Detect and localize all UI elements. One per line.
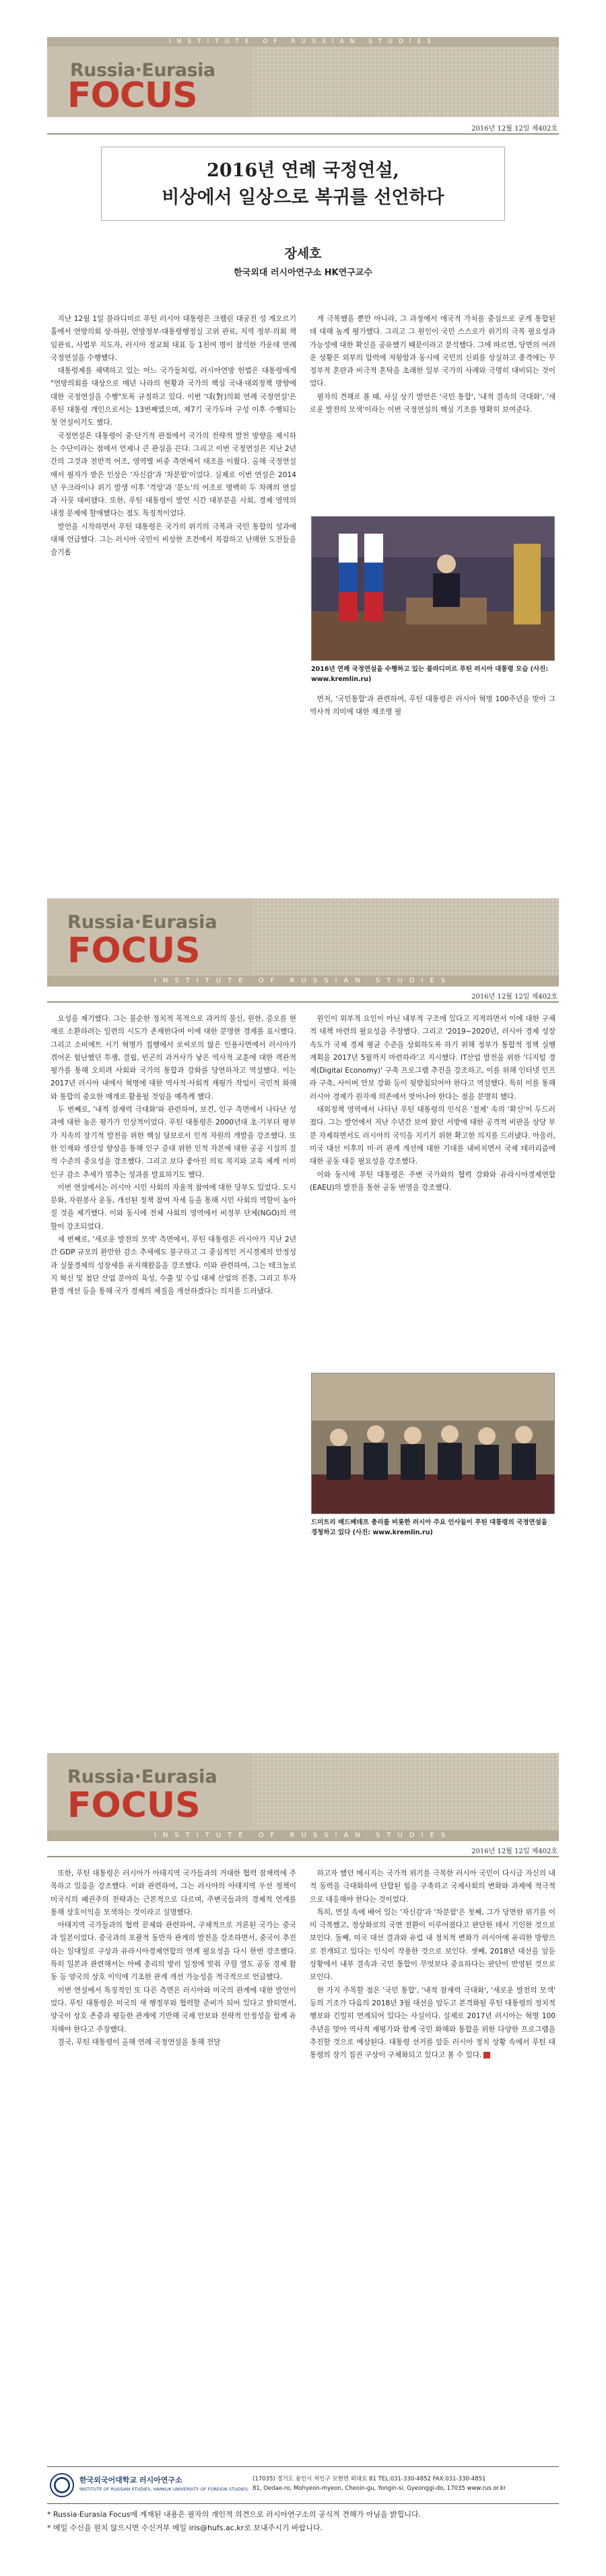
author-name: 장세호 [284,246,322,261]
masthead-title: FOCUS [67,1785,201,1826]
masthead-band [47,37,559,46]
paragraph: 결국, 푸틴 대통령이 올해 연례 국정연설을 통해 전달 [57,2038,221,2046]
paragraph: 이와 동시에 푸틴 대통령은 주변 국가와의 협력 강화와 유라시아경제연합(EAEU)의 발전을 통한 공동 번영을 강조했다. [310,1170,556,1192]
masthead-subtitle: Russia·Eurasia [70,60,215,81]
masthead-band [47,1830,559,1841]
page-2 [0,858,606,1716]
paragraph: 세 번째로, '새로운 발전의 모색' 측면에서, 푸틴 대통령은 러시아가 지난 2년간 GDP 규모의 완만한 감소 추세에도 불구하고 그 중심적인 거시경제의 안정성과 실물경제의 성장세를 유지해왔음을 강조했다. 이와 관련하여, 그는 테크놀로지 혁신 및 첨단 산업 분야의 육성, 수출 및 수입 대체 산업의 진흥, 그리고 투자 환경 개선 등을 통해 국가 경제의 체질을 개선하겠다는 의지를 드러냈다. [50,1236,296,1296]
paragraph: 이번 연설에서 특징적인 또 다른 측면은 러시아와 미국의 관계에 대한 발언이었다. 푸틴 대통령은 미국의 새 행정부와 협력할 준비가 되어 있다고 밝히면서, 양국이 상호 존중과 평등한 관계에 기반해 국제 안보와 전략적 안정성을 함께 유지해야 한다고 주장했다. [50,1986,296,2034]
footer-address-line2: 81, Oedae-ro, Mohyeon-myeon, Cheoin-gu, Yongin-si, Gyeonggi-do, 17035 www.rus.or.kr [252,2485,506,2492]
footer-address [252,2474,559,2493]
masthead-title: FOCUS [67,75,197,116]
paragraph [310,1984,556,2063]
footer-institute-name: 한국외국어대학교 러시아연구소 [79,2476,182,2484]
putin-speech-illustration [312,517,555,661]
institute-logo-icon [50,2473,74,2497]
paragraph: 대외정책 영역에서 나타난 푸틴 대통령의 인식은 '절제' 속의 '확신'이 두드러졌다. 그는 발언에서 지난 수년간 보여 왔던 서방에 대한 공격적 비판을 상당 부분 자제하면서도 러시아의 국익을 지키기 위한 확고한 의지를 드러냈다. 아울러, 미국 대선 이후의 미·러 관계 개선에 대한 기대를 내비치면서 국제 테러리즘에 대한 공동 대응 필요성을 강조했다. [310,1106,556,1166]
world-map-pattern [252,898,559,976]
page-3 [0,1716,606,2576]
page1-col-right-top [310,313,556,508]
paragraph: 요성을 제기했다. 그는 불순한 정치적 목적으로 과거의 불신, 원한, 증오를 현재로 소환하려는 일련의 시도가 존재한다며 이에 대한 분명한 경계를 표시했다. 그리고 소비에트 시기 혁명가 집행에서 로씨로의 많은 인용사면에서 러시아가 겪어온 험난했던 투쟁, 결핍, 빈곤의 과거사가 낳은 역사적 교훈에 대한 객관적 평가를 통해 오히려 사회와 국가의 통합과 강화를 당연하자고 역설했다. 이는 2017년 러시아 내에서 혁명에 대한 역사적·사회적 재평가 작업이 국민적 화해와 통합의 중요한 매개로 활용될 것임을 예측케 했다. [50,1015,296,1101]
paragraph: 하고자 했던 메시지는 국가적 위기를 극복한 러시아 국민이 다시금 자신의 내적 동력을 극대화하여 단합된 힘을 구축하고 국제사회의 변화와 과제에 적극적으로 대응해야 한다는 것이었다. [310,1869,556,1904]
end-mark-icon [483,2052,490,2059]
paragraph: 특히, 연설 속에 배어 있는 '자신감'과 '차분함'은 첫째, 그가 당면한 위기를 이미 극복했고, 정상화로의 국면 전환이 이루어졌다고 판단한 데서 기인한 것으로 보인다. 둘째, 미국 대선 결과와 유럽 내 정치적 변화가 러시아에 유리한 방향으로 전개되고 있다는 인식이 작용한 것으로 보인다. 셋째, 2018년 대선을 앞둔 상황에서 내부 결속과 국민 통합이 무엇보다 중요하다는 판단이 반영된 것으로 보인다. [310,1908,556,1982]
footer-institute-name-en: INSTITUTE OF RUSSIAN STUDIES, HANKUK UNIVERSITY OF FOREIGN STUDIES [79,2486,248,2492]
header-rule [47,133,559,135]
page-1 [0,0,606,858]
footer-disclaimer: * Russia·Eurasia Focus에 게재된 내용은 필자의 개인적 의견으로 러시아연구소의 공식적 견해가 아님을 밝힙니다. [47,2510,422,2519]
header-rule [47,1856,559,1857]
world-map-pattern [252,1753,559,1830]
band-text: INSTITUTE OF RUSSIAN STUDIES [154,1832,452,1839]
masthead [47,1753,559,1830]
page2-col-right-top [310,1013,556,1363]
author-affiliation: 한국외대 러시아연구소 HK연구교수 [234,268,372,278]
masthead-title: FOCUS [67,931,201,971]
page1-col-left [50,313,296,797]
photo-audience [311,1373,555,1514]
page1-col-right-bottom [310,693,556,801]
masthead-subtitle: Russia·Eurasia [67,1766,217,1787]
photo-caption: 2016년 연례 국정연설을 수행하고 있는 블라디미르 푸틴 러시아 대통령 모습 (사진: www.kremlin.ru) [311,666,549,683]
page3-col-right [310,1867,556,2379]
dateline: 2016년 12월 12일 제402호 [471,1848,558,1855]
footer-unsubscribe: * 메일 수신을 원치 않으시면 수신거부 메일 iris@hufs.ac.kr로 보내주시기 바랍니다. [47,2524,323,2532]
page2-col-left [50,1013,296,1612]
footer-address-line1: (17035) 경기도 용인시 처인구 모현면 외대로 81 TEL:031-330-4852 FAX:031-330-4851 [252,2476,486,2482]
dateline: 2016년 12월 12일 제402호 [471,125,558,133]
masthead-band [47,976,559,987]
paragraph: 국정연설은 대통령이 중·단기적 관점에서 국가의 전략적 발전 방향을 제시하는 수단이라는 점에서 언제나 큰 관심을 끈다. 그리고 이번 국정연설은 지난 2년간의 그것과 전반적 어조, 영역별 비중 측면에서 대조를 이뤘다. 올해 국정연설에서 필자가 받은 인상은 '자신감'과 '차분함'이었다. 실제로 이번 연설은 2014년 우크라이나 위기 발생 이후 '격앙'과 '분노'의 어조로 명백히 두 차례의 연설과 사뭇 대비됐다. 또한, 푸틴 대통령이 발언 시간 대부분을 사회, 경제 영역의 내정 문제에 할애했다는 점도 특징적이었다. [50,431,296,518]
paragraph: 두 번째로, '내적 잠재력 극대화'와 관련하여, 보건, 인구 측면에서 나타난 성과에 대한 높은 평가가 인상적이었다. 푸틴 대통령은 2000년대 초·기부터 평부가 지속의 장기적 발전을 위한 핵심 담보로서 인적 자원의 개발을 강조했다. 또한 인재와 생산성 향상을 통해 인구 증대 위한 인적 자본에 대한 공공 시설의 질적 수준의 중요성을 강조했다. 그리고 보다 좋아진 의료 복지와 교육 체계 이미 인구 감소 추세가 멈추는 성과를 발표하기도 했다. [50,1106,296,1179]
dateline: 2016년 12월 12일 제402호 [471,993,558,1001]
photo-putin-speech [311,516,555,661]
masthead [47,46,559,117]
article-title-line1: 2016년 연례 국정연설, [207,160,399,181]
paragraph: 게 극복했을 뿐만 아니라, 그 과정에서 애국적 가치를 중심으로 굳게 통합된 데 대해 높게 평가했다. 그리고 그 원인이 국민 스스로가 위기의 극복 필요성과 가능성에 대한 확신을 공유했기 때문이라고 분석했다. 그에 따르면, 당면의 어려운 상황은 외부의 압력에 저항함과 동시에 국민의 신뢰를 상실하고 충격에는 무정부적 혼란과 비극적 혼탁을 초래한 일부 국가의 사례와 극명히 대비되는 것이었다. [310,315,556,388]
paragraph: 이번 연설에서는 러시아 시민 사회의 자율적 참여에 대한 당부도 있었다. 도시 문화, 자원봉사 운동, 개선된 정책 참여 자세 등을 통해 시민 사회의 역할이 높아질 것을 제기했다. 이와 동시에 전체 사회의 영역에서 비정부 단체(NGO)의 역할이 강조되었다. [50,1183,296,1231]
band-text: INSTITUTE OF RUSSIAN STUDIES [169,38,437,45]
band-text: INSTITUTE OF RUSSIAN STUDIES [154,977,452,985]
paragraph: 또한, 푸틴 대통령은 러시아가 아태지역 국가들과의 거대한 협력 잠재력에 주목하고 있음을 강조했다. 이와 관련하여, 그는 러시아의 아태지역 우선 정책이 미국식의 패권주의 전략과는 근본적으로 다르며, 주변국들과의 경제적 연계를 통해 상호이익을 모색하는 것이라고 설명했다. [50,1869,296,1917]
page3-col-left [50,1867,296,2379]
masthead [47,898,559,976]
article-title-line2: 비상에서 일상으로 복귀를 선언하다 [162,187,444,208]
paragraph: 먼저, '국민통합'과 관련하여, 푸틴 대통령은 러시아 혁명 100주년을 맞아 그 역사적 의미에 대한 재조명 필 [310,695,556,717]
masthead-subtitle: Russia·Eurasia [67,912,217,933]
footer-rule-bottom [47,2503,559,2504]
paragraph: 아태지역 국가들과의 협력 문제와 관련하여, 구체적으로 거론된 국가는 중국과 일본이었다. 중국과의 포괄적 동반자 관계의 발전을 강조하면서, 중국이 추진하는 일대일로 구상과 유라시아경제연합의 연계 필요성을 다시 한번 강조했다. 특히 일본과 관련해서는 아베 총리의 방러 일정에 맞춰 쿠릴 열도 공동 경제 활동 등 양국의 상호 이익에 기초한 관계 개선 가능성을 적극적으로 언급했다. [50,1921,296,1982]
footer-rule [47,2466,559,2467]
paragraph: 원인이 외부적 요인이 아닌 내부적 구조에 있다고 지적하면서 이에 대한 구체적 대책 마련의 필요성을 주장했다. 그리고 '2019~2020년, 러시아 경제 성장 속도가 국제 경제 평균 수준을 상회하도록 하기 위해 정부가 통합적 정책 실행 계획을 2017년 5월까지 마련하라'고 지시했다. IT산업 발전을 위한 '디지털 경제(Digital Economy)' 구축 프로그램 추진을 강조하고, 이를 위해 인터넷 인프라 구축, 사이버 안보 강화 등이 뒷받침되어야 한다고 역설했다. 특히 이를 통해 러시아 경제가 원자재 의존에서 벗어나야 한다는 점을 분명히 했다. [310,1015,556,1101]
paragraph-text: 한 가지 주목할 점은 '국민 통합', '내적 잠재력 극대화', '새로운 발전의 모색' 등의 기조가 다음의 2018년 3월 대선을 앞두고 본격화될 푸틴 대통령의 정치적 행보와 긴밀히 연계되어 있다는 사실이다. 실제로 2017년 러시아는 혁명 100주년을 맞아 역사적 재평가와 함께 국민 화해와 통합을 위한 다양한 프로그램을 추진할 것으로 예상된다. 대통령 선거를 앞둔 러시아 정치 상황 속에서 푸틴 대통령의 장기 집권 구상이 구체화되고 있다고 볼 수 있다. [310,1986,556,2060]
header-rule [47,1001,559,1003]
paragraph: 필자의 견해로 볼 때, 사실 상기 발언은 '국민 통합', '내적 결속의 극대화', '새로운 발전의 모색'이라는 이번 국정연설의 핵심 기조를 명확히 보여준다. [310,392,556,415]
paragraph: 발언을 시작하면서 푸틴 대통령은 국가의 위기의 극복과 국민 통합의 성과에 대해 언급했다. 그는 러시아 국민이 비상한 조건에서 복잡하고 난해한 도전들을 슬기롭 [50,522,296,557]
photo-caption: 드미트리 메드베데프 총리를 비롯한 러시아 주요 인사들이 푸틴 대통령의 국정연설을 경청하고 있다 (사진: www.kremlin.ru) [311,1519,547,1536]
paragraph: 대통령제를 채택하고 있는 어느 국가들처럼, 러시아연방 헌법은 대통령에게 "연방의회를 대상으로 매년 나라의 현황과 국가의 핵심 국내·대외정책 방향에 대한 국정연설을 수행"토록 규정하고 있다. 이번 '대(對)의회 연례 국정연설'은 푸틴 대통령 개인으로서는 13번째였으며, 제7기 국가두마 구성 이후 수행되는 첫 연설이기도 했다. [50,367,296,427]
world-map-pattern [252,46,559,117]
paragraph: 지난 12월 1일 블라디미르 푸틴 러시아 대통령은 크렘린 대궁전 성 게오르기 홀에서 연방의회 상·하원, 연방정부·대통령행정실 고위 관료, 지역 정부·의회 책임관료, 사법부 지도자, 러시아 정교회 대표 등 1천여 명이 참석한 가운데 연례 국정연설을 수행했다. [50,315,296,362]
audience-illustration [312,1373,555,1514]
title-box [101,147,505,221]
